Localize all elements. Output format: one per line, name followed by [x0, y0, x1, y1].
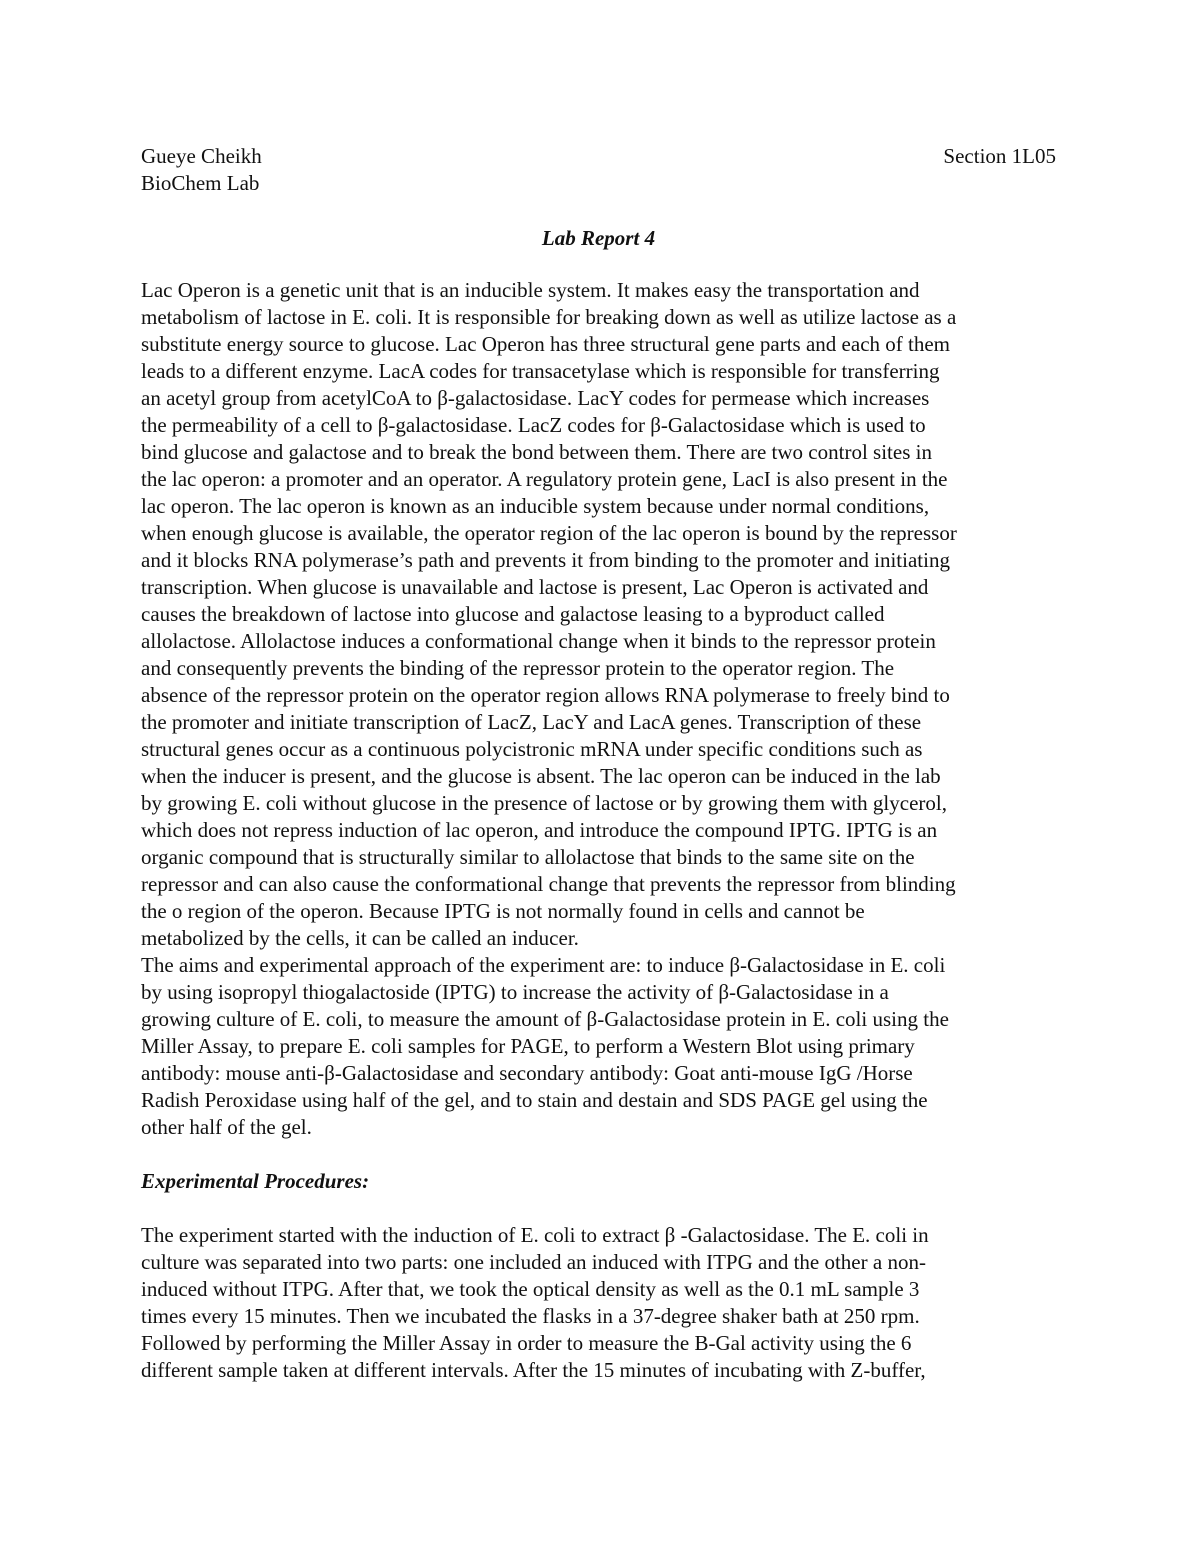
intro-line: causes the breakdown of lactose into glucose and galactose leasing to a byproduct called: [141, 602, 885, 626]
procedures-line: Followed by performing the Miller Assay in order to measure the B-Gal activity using the 6: [141, 1331, 912, 1355]
course-name: BioChem Lab: [141, 171, 260, 195]
aims-line: Miller Assay, to prepare E. coli samples for PAGE, to perform a Western Blot using primary: [141, 1034, 915, 1058]
intro-line: when the inducer is present, and the glucose is absent. The lac operon can be induced in the lab: [141, 764, 941, 788]
report-title: Lab Report 4: [541, 226, 656, 250]
intro-line: the permeability of a cell to β-galactosidase. LacZ codes for β-Galactosidase which is used to: [141, 413, 926, 437]
aims-line: growing culture of E. coli, to measure the amount of β-Galactosidase protein in E. coli using the: [141, 1007, 949, 1031]
author-name: Gueye Cheikh: [141, 144, 262, 168]
procedures-paragraph: [141, 1222, 1056, 1384]
section-number: Section 1L05: [943, 144, 1056, 168]
aims-line: by using isopropyl thiogalactoside (IPTG) to increase the activity of β-Galactosidase in a: [141, 980, 889, 1004]
intro-line: metabolized by the cells, it can be called an inducer.: [141, 926, 579, 950]
intro-line: leads to a different enzyme. LacA codes for transacetylase which is responsible for transferring: [141, 359, 940, 383]
intro-line: bind glucose and galactose and to break the bond between them. There are two control sites in: [141, 440, 932, 464]
aims-line: antibody: mouse anti-β-Galactosidase and secondary antibody: Goat anti-mouse IgG /Horse: [141, 1061, 913, 1085]
procedures-line: times every 15 minutes. Then we incubated the flasks in a 37-degree shaker bath at 250 rpm.: [141, 1304, 920, 1328]
intro-line: which does not repress induction of lac operon, and introduce the compound IPTG. IPTG is an: [141, 818, 938, 842]
intro-line: substitute energy source to glucose. Lac Operon has three structural gene parts and each of them: [141, 332, 950, 356]
procedures-line: induced without ITPG. After that, we took the optical density as well as the 0.1 mL sample 3: [141, 1277, 920, 1301]
aims-paragraph: [141, 952, 1056, 1141]
procedures-line: culture was separated into two parts: one included an induced with ITPG and the other a non-: [141, 1250, 926, 1274]
intro-line: absence of the repressor protein on the operator region allows RNA polymerase to freely bind to: [141, 683, 950, 707]
intro-line: transcription. When glucose is unavailable and lactose is present, Lac Operon is activated and: [141, 575, 929, 599]
intro-line: and it blocks RNA polymerase’s path and prevents it from binding to the promoter and initiating: [141, 548, 950, 572]
intro-line: when enough glucose is available, the operator region of the lac operon is bound by the repressor: [141, 521, 957, 545]
intro-line: and consequently prevents the binding of the repressor protein to the operator region. The: [141, 656, 895, 680]
intro-paragraph: [141, 277, 1056, 952]
document-page: [141, 143, 1056, 1384]
header-row: [141, 143, 1056, 170]
intro-line: by growing E. coli without glucose in the presence of lactose or by growing them with glycerol,: [141, 791, 947, 815]
intro-line: the promoter and initiate transcription of LacZ, LacY and LacA genes. Transcription of these: [141, 710, 922, 734]
intro-line: Lac Operon is a genetic unit that is an inducible system. It makes easy the transportation and: [141, 278, 920, 302]
aims-line: other half of the gel.: [141, 1115, 312, 1139]
intro-line: the o region of the operon. Because IPTG is not normally found in cells and cannot be: [141, 899, 865, 923]
intro-line: the lac operon: a promoter and an operator. A regulatory protein gene, LacI is also present in the: [141, 467, 948, 491]
procedures-line: The experiment started with the induction of E. coli to extract β -Galactosidase. The E. coli in: [141, 1223, 929, 1247]
intro-line: an acetyl group from acetylCoA to β-galactosidase. LacY codes for permease which increases: [141, 386, 930, 410]
procedures-line: different sample taken at different intervals. After the 15 minutes of incubating with Z-buffer,: [141, 1358, 926, 1382]
intro-line: lac operon. The lac operon is known as an inducible system because under normal conditions,: [141, 494, 930, 518]
intro-line: allolactose. Allolactose induces a conformational change when it binds to the repressor protein: [141, 629, 936, 653]
aims-line: The aims and experimental approach of the experiment are: to induce β-Galactosidase in E. coli: [141, 953, 946, 977]
intro-line: organic compound that is structurally similar to allolactose that binds to the same site on the: [141, 845, 915, 869]
aims-line: Radish Peroxidase using half of the gel, and to stain and destain and SDS PAGE gel using the: [141, 1088, 928, 1112]
intro-line: structural genes occur as a continuous polycistronic mRNA under specific conditions such as: [141, 737, 923, 761]
procedures-heading: Experimental Procedures:: [141, 1169, 370, 1193]
intro-line: metabolism of lactose in E. coli. It is responsible for breaking down as well as utilize lactose as a: [141, 305, 957, 329]
intro-line: repressor and can also cause the conformational change that prevents the repressor from blinding: [141, 872, 956, 896]
